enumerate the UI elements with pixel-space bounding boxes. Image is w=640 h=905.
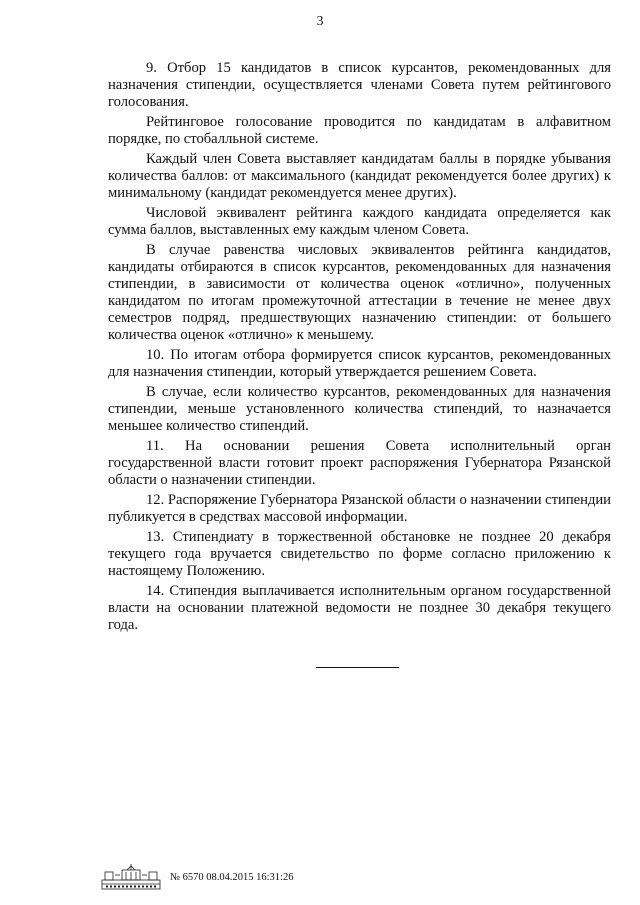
document-body xyxy=(108,60,611,637)
end-of-text-rule xyxy=(316,667,399,668)
paragraph-fewer-candidates: В случае, если количество курсантов, рекомендованных для назначения стипендии, меньше установленного количества стипендий, то назначается меньшее количество стипендий. xyxy=(108,384,611,434)
paragraph-9: 9. Отбор 15 кандидатов в список курсантов, рекомендованных для назначения стипендии, осуществляется членами Совета путем рейтингового голосования. xyxy=(108,60,611,110)
paragraph-11: 11. На основании решения Совета исполнительный орган государственной власти готовит проект распоряжения Губернатора Рязанской области о назначении стипендии. xyxy=(108,438,611,488)
page-number: 3 xyxy=(316,14,324,29)
paragraph-12: 12. Распоряжение Губернатора Рязанской области о назначении стипендии публикуется в средствах массовой информации. xyxy=(108,492,611,525)
paragraph-tie-break: В случае равенства числовых эквивалентов рейтинга кандидатов, кандидаты отбираются в список курсантов, рекомендованных для назначения стипендии, в зависимости от количества оценок «отлично», полученных кандидатом по итогам промежуточной аттестации в течение не менее двух семестров подряд, предшествующих назначению стипендии: от большего количества оценок «отлично» к меньшему. xyxy=(108,242,611,343)
registration-number: № 6570 08.04.2015 16:31:26 xyxy=(170,871,294,883)
paragraph-14: 14. Стипендия выплачивается исполнительным органом государственной власти на основании платежной ведомости не позднее 30 декабря текущего года. xyxy=(108,583,611,633)
paragraph-rating-vote: Рейтинговое голосование проводится по кандидатам в алфавитном порядке, по стобалльной системе. xyxy=(108,114,611,147)
paragraph-equivalent: Числовой эквивалент рейтинга каждого кандидата определяется как сумма баллов, выставленных ему каждым членом Совета. xyxy=(108,205,611,238)
paragraph-13: 13. Стипендиату в торжественной обстановке не позднее 20 декабря текущего года вручается свидетельство по форме согласно приложению к настоящему Положению. xyxy=(108,529,611,579)
paragraph-10: 10. По итогам отбора формируется список курсантов, рекомендованных для назначения стипендии, который утверждается решением Совета. xyxy=(108,347,611,380)
paragraph-scoring: Каждый член Совета выставляет кандидатам баллы в порядке убывания количества баллов: от максимального (кандидат рекомендуется более других) к минимальному (кандидат рекомендуется менее других). xyxy=(108,151,611,201)
government-building-stamp-icon xyxy=(100,862,162,892)
registration-stamp xyxy=(100,862,293,892)
